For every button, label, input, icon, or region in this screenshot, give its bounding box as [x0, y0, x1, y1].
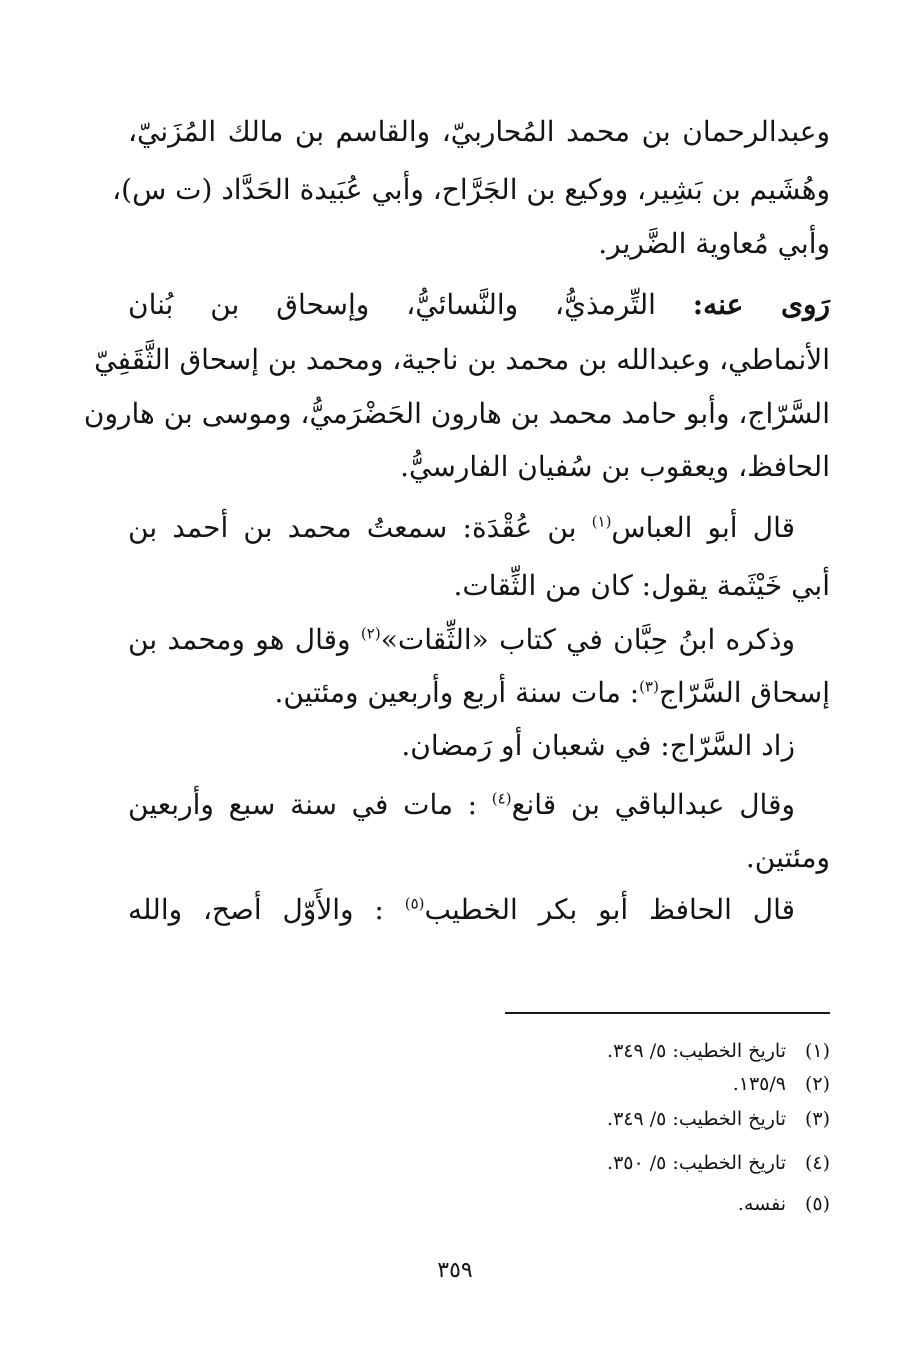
text-line: ومئتين.	[745, 841, 830, 874]
text-segment: قال أبو العباس	[611, 511, 795, 544]
footnote-number: (٤)	[804, 1152, 830, 1174]
text-line	[274, 673, 830, 713]
text-segment: التِّرمذيُّ، والنَّسائيُّ، وإسحاق بن بُنان	[128, 288, 656, 321]
footnote-ref: (٤)	[491, 789, 512, 808]
footnote	[738, 1191, 830, 1217]
footnote-separator	[505, 1012, 830, 1014]
text-line	[128, 508, 795, 548]
footnote-text: تاريخ الخطيب: ٥/ ٣٥٠.	[607, 1152, 786, 1174]
text-segment: وقال هو ومحمد بن	[128, 623, 351, 656]
text-line: وعبدالرحمان بن محمد المُحاربيّ، والقاسم بن مالك المُزَنيّ،	[128, 115, 830, 148]
footnote-ref: (٣)	[639, 677, 659, 696]
footnote-text: ١٣٥/٩.	[732, 1073, 786, 1095]
footnote	[733, 1071, 830, 1097]
text-line	[128, 285, 830, 325]
text-line: زاد السَّرّاج: في شعبان أو رَمضان.	[401, 729, 795, 762]
text-line: وهُشَيم بن بَشِير، ووكيع بن الجَرَّاح، وأبي عُبَيدة الحَدَّاد (ت س)،	[112, 173, 830, 206]
text-line: وأبي مُعاوية الضَّرير.	[598, 227, 830, 260]
text-line	[128, 785, 795, 825]
footnote-number: (٥)	[804, 1193, 830, 1215]
footnote-number: (١)	[804, 1040, 830, 1062]
text-segment: إسحاق السَّرّاج	[658, 676, 830, 709]
text-segment: : مات سنة أربع وأربعين ومئتين.	[274, 676, 640, 709]
footnote-ref: (١)	[591, 512, 612, 531]
text-line: السَّرّاج، وأبو حامد محمد بن هارون الحَضْرَميُّ، وموسى بن هارون	[83, 397, 830, 430]
text-line: الحافظ، ويعقوب بن سُفيان الفارسيُّ.	[400, 450, 830, 483]
footnote	[607, 1150, 830, 1176]
text-line: الأنماطي، وعبدالله بن محمد بن ناجية، ومحمد بن إسحاق الثَّقَفِيّ	[94, 343, 830, 376]
text-segment: قال الحافظ أبو بكر الخطيب	[424, 893, 795, 926]
text-segment: : والأَوّل أصح، والله	[128, 893, 384, 926]
footnote-text: نفسه.	[737, 1193, 786, 1215]
footnote-ref: (٢)	[360, 624, 381, 643]
text-segment: بن عُقْدَة: سمعتُ محمد بن أحمد بن	[128, 511, 577, 544]
text-segment: : مات في سنة سبع وأربعين	[128, 788, 478, 821]
text-segment: وذكره ابنُ حِبَّان في كتاب «الثِّقات»	[380, 623, 795, 656]
footnote	[607, 1038, 830, 1064]
text-line	[128, 890, 795, 930]
narrators-heading: رَوى عنه:	[692, 288, 830, 321]
footnote-number: (٢)	[804, 1073, 830, 1095]
page-number: ٣٥٩	[437, 1258, 473, 1283]
footnote-ref: (٥)	[404, 894, 425, 913]
footnote-text: تاريخ الخطيب: ٥/ ٣٤٩.	[607, 1040, 786, 1062]
footnote-number: (٣)	[804, 1108, 830, 1130]
text-line: أبي خَيْثَمة يقول: كان من الثِّقات.	[453, 569, 830, 602]
footnote	[607, 1106, 830, 1132]
footnote-text: تاريخ الخطيب: ٥/ ٣٤٩.	[607, 1108, 786, 1130]
text-segment: وقال عبدالباقي بن قانع	[511, 788, 795, 821]
text-line	[128, 620, 795, 660]
